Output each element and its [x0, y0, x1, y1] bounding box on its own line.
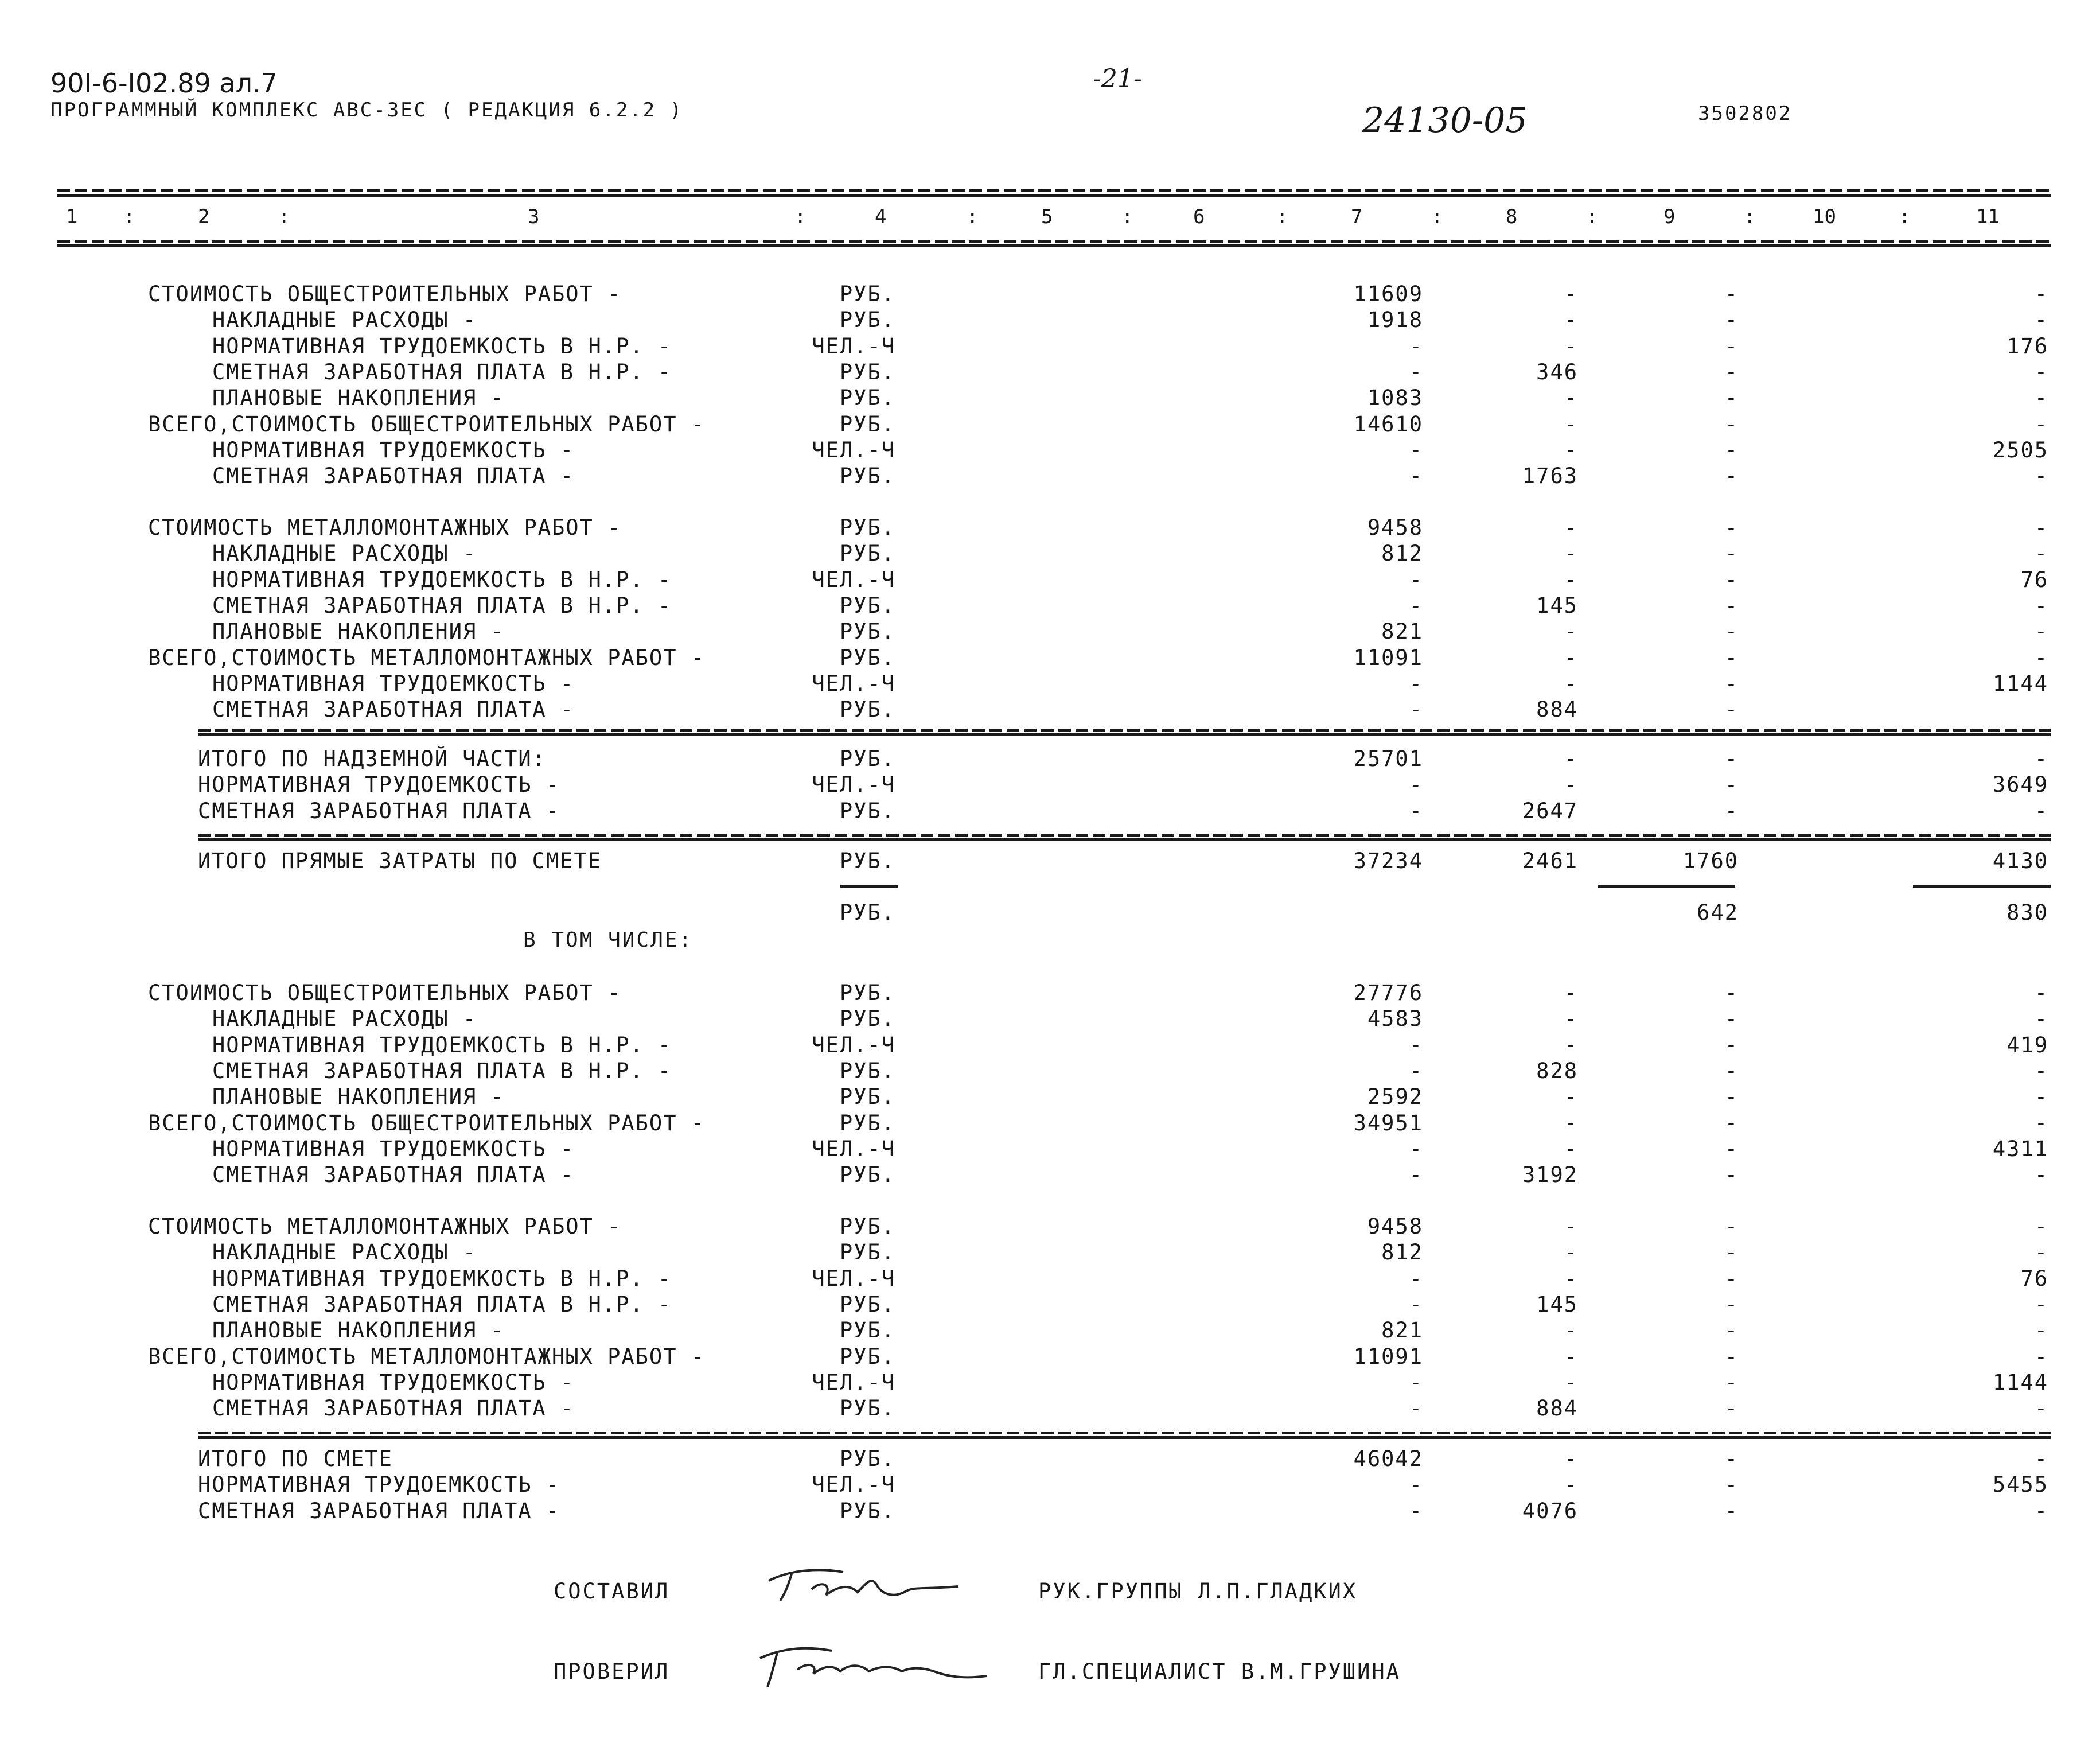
row-unit: РУБ.: [839, 386, 895, 410]
row-col7: -: [1409, 360, 1423, 384]
row-label: НОРМАТИВНАЯ ТРУДОЕМКОСТЬ -: [212, 1370, 575, 1395]
direct-costs-col7: 37234: [1353, 849, 1423, 873]
row-label: СТОИМОСТЬ ОБЩЕСТРОИТЕЛЬНЫХ РАБОТ -: [148, 981, 622, 1005]
row-col9: -: [1724, 515, 1739, 540]
row-col9: -: [1724, 1214, 1739, 1239]
row-col7: -: [1409, 697, 1423, 722]
row-col8: -: [1564, 1084, 1578, 1109]
row-col11: -: [2034, 1162, 2048, 1187]
row-label: НОРМАТИВНАЯ ТРУДОЕМКОСТЬ -: [198, 772, 560, 797]
row-col11: 176: [2007, 334, 2048, 359]
row-col7: -: [1409, 1472, 1423, 1497]
row-label: ПЛАНОВЫЕ НАКОПЛЕНИЯ -: [212, 1084, 505, 1109]
row-label: ПЛАНОВЫЕ НАКОПЛЕНИЯ -: [212, 619, 505, 644]
row-unit: ЧЕЛ.-Ч: [812, 1033, 895, 1057]
row-col8: 884: [1536, 697, 1578, 722]
row-col8: -: [1564, 1240, 1578, 1265]
row-unit: РУБ.: [839, 1084, 895, 1109]
row-col9: -: [1724, 697, 1739, 722]
row-unit: РУБ.: [839, 282, 895, 306]
row-unit: ЧЕЛ.-Ч: [812, 438, 895, 462]
column-separator: :: [278, 205, 290, 228]
column-number: 2: [198, 205, 210, 228]
row-col9: -: [1724, 567, 1739, 592]
row-col11: 76: [2020, 567, 2048, 592]
row-label: ВСЕГО,СТОИМОСТЬ МЕТАЛЛОМОНТАЖНЫХ РАБОТ -: [148, 645, 706, 670]
row-col11: -: [2034, 799, 2048, 823]
row-label: СМЕТНАЯ ЗАРАБОТНАЯ ПЛАТА -: [212, 697, 575, 722]
row-label: СМЕТНАЯ ЗАРАБОТНАЯ ПЛАТА В Н.Р. -: [212, 1292, 672, 1317]
column-number: 6: [1193, 205, 1205, 228]
direct-costs-label: ИТОГО ПРЯМЫЕ ЗАТРАТЫ ПО СМЕТЕ: [198, 849, 602, 873]
row-label: СМЕТНАЯ ЗАРАБОТНАЯ ПЛАТА В Н.Р. -: [212, 593, 672, 618]
row-col7: -: [1409, 1396, 1423, 1421]
row-col11: 5455: [1992, 1472, 2048, 1497]
row-col9: -: [1724, 593, 1739, 618]
row-col11: -: [2034, 360, 2048, 384]
row-col11: -: [2034, 386, 2048, 410]
row-col8: -: [1564, 412, 1578, 437]
row-col11: -: [2034, 746, 2048, 771]
row-unit: РУБ.: [839, 1162, 895, 1187]
row-col7: -: [1409, 772, 1423, 797]
row-unit: РУБ.: [839, 1344, 895, 1369]
row-col9: -: [1724, 1370, 1739, 1395]
row-unit: РУБ.: [839, 1006, 895, 1031]
row-col8: -: [1564, 671, 1578, 696]
compiled-signature: [757, 1558, 969, 1609]
row-col9: -: [1724, 1084, 1739, 1109]
checked-by: ГЛ.СПЕЦИАЛИСТ В.М.ГРУШИНА: [1038, 1659, 1401, 1684]
row-label: НОРМАТИВНАЯ ТРУДОЕМКОСТЬ -: [212, 671, 575, 696]
row-col11: -: [2034, 308, 2048, 332]
table-header-rule: [57, 240, 2051, 243]
row-col7: 9458: [1367, 515, 1423, 540]
row-label: НОРМАТИВНАЯ ТРУДОЕМКОСТЬ -: [198, 1472, 560, 1497]
row-unit: РУБ.: [839, 1111, 895, 1135]
row-label: СМЕТНАЯ ЗАРАБОТНАЯ ПЛАТА -: [198, 799, 560, 823]
row-col8: -: [1564, 746, 1578, 771]
column-separator: :: [123, 205, 135, 228]
row-col7: 812: [1381, 541, 1423, 566]
row-unit: РУБ.: [839, 360, 895, 384]
row-col9: -: [1724, 1499, 1739, 1523]
section-rule: [198, 834, 2051, 837]
row-col9: -: [1724, 1137, 1739, 1161]
row-col11: 2505: [1992, 438, 2048, 462]
row-unit: РУБ.: [839, 464, 895, 488]
row-col11: -: [2034, 1240, 2048, 1265]
row-col7: -: [1409, 1033, 1423, 1057]
row-unit: РУБ.: [839, 645, 895, 670]
column-separator: :: [1899, 205, 1911, 228]
checked-signature: [751, 1638, 992, 1693]
underline: [840, 885, 898, 888]
row-unit: РУБ.: [839, 1214, 895, 1239]
row-col8: 3192: [1522, 1162, 1578, 1187]
row-col7: 821: [1381, 1318, 1423, 1343]
row-col8: -: [1564, 1472, 1578, 1497]
row-col11: -: [2034, 1499, 2048, 1523]
column-number: 8: [1506, 205, 1518, 228]
row-col7: -: [1409, 1137, 1423, 1161]
row-unit: РУБ.: [839, 697, 895, 722]
row-col11: -: [2034, 1214, 2048, 1239]
row-col11: 76: [2020, 1266, 2048, 1291]
row-label: ИТОГО ПО НАДЗЕМНОЙ ЧАСТИ:: [198, 746, 546, 771]
row-col9: -: [1724, 1162, 1739, 1187]
row-col9: -: [1724, 746, 1739, 771]
row-unit: ЧЕЛ.-Ч: [812, 772, 895, 797]
column-number: 7: [1351, 205, 1363, 228]
column-number: 4: [875, 205, 887, 228]
row-unit: ЧЕЛ.-Ч: [812, 567, 895, 592]
row-unit: РУБ.: [839, 1318, 895, 1343]
row-col11: -: [2034, 1396, 2048, 1421]
row-unit: РУБ.: [839, 1446, 895, 1471]
row-col11: -: [2034, 464, 2048, 488]
row-label: ВСЕГО,СТОИМОСТЬ ОБЩЕСТРОИТЕЛЬНЫХ РАБОТ -: [148, 1111, 706, 1135]
row-col8: -: [1564, 386, 1578, 410]
including-subtitle: В ТОМ ЧИСЛЕ:: [523, 928, 693, 952]
row-col7: 14610: [1353, 412, 1423, 437]
table-top-rule-solid: [57, 194, 2051, 197]
row-col9: -: [1724, 799, 1739, 823]
row-label: ПЛАНОВЫЕ НАКОПЛЕНИЯ -: [212, 1318, 505, 1343]
row-label: СМЕТНАЯ ЗАРАБОТНАЯ ПЛАТА -: [212, 464, 575, 488]
row-col8: -: [1564, 1033, 1578, 1057]
row-label: СМЕТНАЯ ЗАРАБОТНАЯ ПЛАТА В Н.Р. -: [212, 1059, 672, 1083]
row-unit: РУБ.: [839, 412, 895, 437]
row-col7: 821: [1381, 619, 1423, 644]
row-label: ВСЕГО,СТОИМОСТЬ МЕТАЛЛОМОНТАЖНЫХ РАБОТ -: [148, 1344, 706, 1369]
row-col8: -: [1564, 1006, 1578, 1031]
column-separator: :: [1276, 205, 1288, 228]
row-col9: -: [1724, 541, 1739, 566]
row-unit: ЧЕЛ.-Ч: [812, 1266, 895, 1291]
document-code: 90I-6-I02.89 ал.7: [50, 68, 278, 99]
row-col9: -: [1724, 1006, 1739, 1031]
row-col11: -: [2034, 1344, 2048, 1369]
row-unit: РУБ.: [839, 1240, 895, 1265]
table-header-rule-solid: [57, 244, 2051, 247]
row-label: СТОИМОСТЬ МЕТАЛЛОМОНТАЖНЫХ РАБОТ -: [148, 1214, 622, 1239]
row-col9: -: [1724, 1240, 1739, 1265]
page-number: -21-: [1093, 64, 1142, 94]
row-unit: РУБ.: [839, 1059, 895, 1083]
column-number: 1: [66, 205, 78, 228]
section-rule-solid: [198, 1436, 2051, 1439]
row-col11: -: [2034, 1318, 2048, 1343]
row-col11: 1144: [1992, 671, 2048, 696]
row-col7: -: [1409, 671, 1423, 696]
row-col9: -: [1724, 1033, 1739, 1057]
row-col11: -: [2034, 593, 2048, 618]
row-col8: -: [1564, 308, 1578, 332]
row-col7: -: [1409, 1266, 1423, 1291]
direct-costs-col11: 4130: [1992, 849, 2048, 873]
row-col9: -: [1724, 1344, 1739, 1369]
underline: [1598, 885, 1735, 888]
row-col9: -: [1724, 412, 1739, 437]
row-col8: -: [1564, 645, 1578, 670]
row-unit: ЧЕЛ.-Ч: [812, 671, 895, 696]
row-unit: ЧЕЛ.-Ч: [812, 1370, 895, 1395]
direct-costs-unit: РУБ.: [839, 849, 895, 873]
row-col9: -: [1724, 772, 1739, 797]
column-separator: :: [1121, 205, 1133, 228]
row-col7: -: [1409, 1162, 1423, 1187]
row-col9: -: [1724, 438, 1739, 462]
row-unit: РУБ.: [839, 541, 895, 566]
row-col7: 812: [1381, 1240, 1423, 1265]
row-unit: РУБ.: [839, 1396, 895, 1421]
row-col7: 11091: [1353, 1344, 1423, 1369]
program-name: ПРОГРАММНЫЙ КОМПЛЕКС АВС-3ЕС ( РЕДАКЦИЯ 6.2.2 ): [50, 99, 684, 122]
row-label: НОРМАТИВНАЯ ТРУДОЕМКОСТЬ -: [212, 1137, 575, 1161]
row-col9: -: [1724, 282, 1739, 306]
row-col8: -: [1564, 567, 1578, 592]
row-col7: -: [1409, 438, 1423, 462]
row-unit: ЧЕЛ.-Ч: [812, 334, 895, 359]
row-label: СТОИМОСТЬ МЕТАЛЛОМОНТАЖНЫХ РАБОТ -: [148, 515, 622, 540]
row-col11: -: [2034, 619, 2048, 644]
row-col7: -: [1409, 334, 1423, 359]
row-col7: 2592: [1367, 1084, 1423, 1109]
row-col11: 4311: [1992, 1137, 2048, 1161]
row-col9: -: [1724, 334, 1739, 359]
row-col9: -: [1724, 645, 1739, 670]
row-col7: 4583: [1367, 1006, 1423, 1031]
column-number: 11: [1976, 205, 2000, 228]
row-col8: -: [1564, 1446, 1578, 1471]
row-unit: РУБ.: [839, 593, 895, 618]
row-col11: -: [2034, 1111, 2048, 1135]
row-unit: РУБ.: [839, 515, 895, 540]
row-col9: -: [1724, 386, 1739, 410]
row-col11: -: [2034, 981, 2048, 1005]
row-col8: -: [1564, 334, 1578, 359]
row-col7: 46042: [1353, 1446, 1423, 1471]
direct-costs-unit-2: РУБ.: [839, 900, 895, 925]
row-col8: -: [1564, 541, 1578, 566]
row-col7: -: [1409, 567, 1423, 592]
row-col7: -: [1409, 1499, 1423, 1523]
row-col8: 828: [1536, 1059, 1578, 1083]
row-col8: -: [1564, 1137, 1578, 1161]
section-rule-solid: [198, 733, 2051, 736]
row-col8: -: [1564, 282, 1578, 306]
table-top-rule: [57, 189, 2051, 192]
row-label: СТОИМОСТЬ ОБЩЕСТРОИТЕЛЬНЫХ РАБОТ -: [148, 282, 622, 306]
compiled-by: РУК.ГРУППЫ Л.П.ГЛАДКИХ: [1038, 1579, 1358, 1604]
row-col7: 9458: [1367, 1214, 1423, 1239]
row-col8: -: [1564, 1318, 1578, 1343]
row-col8: -: [1564, 772, 1578, 797]
row-col9: -: [1724, 981, 1739, 1005]
row-col11: -: [2034, 412, 2048, 437]
row-col7: -: [1409, 799, 1423, 823]
row-col8: -: [1564, 619, 1578, 644]
row-unit: ЧЕЛ.-Ч: [812, 1472, 895, 1497]
row-label: НОРМАТИВНАЯ ТРУДОЕМКОСТЬ -: [212, 438, 575, 462]
row-col11: 419: [2007, 1033, 2048, 1057]
row-col11: 3649: [1992, 772, 2048, 797]
column-separator: :: [1431, 205, 1443, 228]
row-col7: -: [1409, 1292, 1423, 1317]
row-col9: -: [1724, 1472, 1739, 1497]
row-col11: -: [2034, 1059, 2048, 1083]
column-number: 10: [1813, 205, 1836, 228]
row-col8: 346: [1536, 360, 1578, 384]
document-number: 24130-05: [1362, 100, 1528, 141]
row-label: ИТОГО ПО СМЕТЕ: [198, 1446, 393, 1471]
row-col8: -: [1564, 515, 1578, 540]
row-col11: -: [2034, 1084, 2048, 1109]
row-unit: РУБ.: [839, 981, 895, 1005]
column-separator: :: [1744, 205, 1756, 228]
row-unit: РУБ.: [839, 746, 895, 771]
row-unit: ЧЕЛ.-Ч: [812, 1137, 895, 1161]
row-col7: 27776: [1353, 981, 1423, 1005]
row-label: СМЕТНАЯ ЗАРАБОТНАЯ ПЛАТА -: [198, 1499, 560, 1523]
row-col9: -: [1724, 464, 1739, 488]
direct-costs-col11-b: 830: [2007, 900, 2048, 925]
row-col8: 2647: [1522, 799, 1578, 823]
row-col8: -: [1564, 1370, 1578, 1395]
row-label: СМЕТНАЯ ЗАРАБОТНАЯ ПЛАТА -: [212, 1162, 575, 1187]
row-label: НАКЛАДНЫЕ РАСХОДЫ -: [212, 541, 477, 566]
row-col7: 1918: [1367, 308, 1423, 332]
row-col9: -: [1724, 1111, 1739, 1135]
row-col9: -: [1724, 1396, 1739, 1421]
row-col9: -: [1724, 671, 1739, 696]
row-label: НАКЛАДНЫЕ РАСХОДЫ -: [212, 1240, 477, 1265]
row-col9: -: [1724, 1292, 1739, 1317]
row-col11: -: [2034, 645, 2048, 670]
row-unit: РУБ.: [839, 619, 895, 644]
row-col8: -: [1564, 1111, 1578, 1135]
column-number: 9: [1663, 205, 1676, 228]
row-col7: 11609: [1353, 282, 1423, 306]
row-col9: -: [1724, 1318, 1739, 1343]
row-label: НОРМАТИВНАЯ ТРУДОЕМКОСТЬ В Н.Р. -: [212, 1266, 672, 1291]
row-col11: -: [2034, 515, 2048, 540]
underline: [1913, 885, 2051, 888]
row-label: НОРМАТИВНАЯ ТРУДОЕМКОСТЬ В Н.Р. -: [212, 567, 672, 592]
row-col7: -: [1409, 464, 1423, 488]
row-col7: -: [1409, 1370, 1423, 1395]
row-col9: -: [1724, 619, 1739, 644]
row-label: СМЕТНАЯ ЗАРАБОТНАЯ ПЛАТА -: [212, 1396, 575, 1421]
column-separator: :: [794, 205, 807, 228]
row-col8: -: [1564, 1214, 1578, 1239]
row-col11: -: [2034, 1446, 2048, 1471]
row-label: ПЛАНОВЫЕ НАКОПЛЕНИЯ -: [212, 386, 505, 410]
row-col8: -: [1564, 438, 1578, 462]
row-unit: РУБ.: [839, 1292, 895, 1317]
row-col9: -: [1724, 1266, 1739, 1291]
column-number: 3: [528, 205, 540, 228]
row-col7: 25701: [1353, 746, 1423, 771]
row-unit: РУБ.: [839, 1499, 895, 1523]
column-separator: :: [967, 205, 979, 228]
column-number: 5: [1041, 205, 1053, 228]
row-col9: -: [1724, 308, 1739, 332]
direct-costs-col8: 2461: [1522, 849, 1578, 873]
row-col8: -: [1564, 1344, 1578, 1369]
row-label: НОРМАТИВНАЯ ТРУДОЕМКОСТЬ В Н.Р. -: [212, 1033, 672, 1057]
row-col7: -: [1409, 593, 1423, 618]
row-col7: 11091: [1353, 645, 1423, 670]
row-col8: -: [1564, 1266, 1578, 1291]
direct-costs-col9: 1760: [1682, 849, 1739, 873]
row-col11: -: [2034, 282, 2048, 306]
row-label: НОРМАТИВНАЯ ТРУДОЕМКОСТЬ В Н.Р. -: [212, 334, 672, 359]
row-label: СМЕТНАЯ ЗАРАБОТНАЯ ПЛАТА В Н.Р. -: [212, 360, 672, 384]
row-label: НАКЛАДНЫЕ РАСХОДЫ -: [212, 1006, 477, 1031]
row-col11: -: [2034, 1292, 2048, 1317]
row-col11: -: [2034, 541, 2048, 566]
row-col9: -: [1724, 1446, 1739, 1471]
checked-label: ПРОВЕРИЛ: [554, 1659, 670, 1684]
row-col7: 1083: [1367, 386, 1423, 410]
sheet-number: 3502802: [1698, 102, 1793, 125]
row-col8: 884: [1536, 1396, 1578, 1421]
row-unit: РУБ.: [839, 799, 895, 823]
direct-costs-col9-b: 642: [1697, 900, 1739, 925]
compiled-label: СОСТАВИЛ: [554, 1579, 670, 1604]
section-rule: [198, 1432, 2051, 1434]
row-col7: 34951: [1353, 1111, 1423, 1135]
row-col7: -: [1409, 1059, 1423, 1083]
row-col11: -: [2034, 1006, 2048, 1031]
row-label: ВСЕГО,СТОИМОСТЬ ОБЩЕСТРОИТЕЛЬНЫХ РАБОТ -: [148, 412, 706, 437]
row-unit: РУБ.: [839, 308, 895, 332]
row-col11: 1144: [1992, 1370, 2048, 1395]
column-separator: :: [1586, 205, 1598, 228]
row-col9: -: [1724, 360, 1739, 384]
row-label: НАКЛАДНЫЕ РАСХОДЫ -: [212, 308, 477, 332]
section-rule: [198, 729, 2051, 732]
row-col9: -: [1724, 1059, 1739, 1083]
section-rule-solid: [198, 838, 2051, 841]
row-col8: 4076: [1522, 1499, 1578, 1523]
row-col8: -: [1564, 981, 1578, 1005]
row-col8: 145: [1536, 1292, 1578, 1317]
row-col8: 1763: [1522, 464, 1578, 488]
row-col8: 145: [1536, 593, 1578, 618]
